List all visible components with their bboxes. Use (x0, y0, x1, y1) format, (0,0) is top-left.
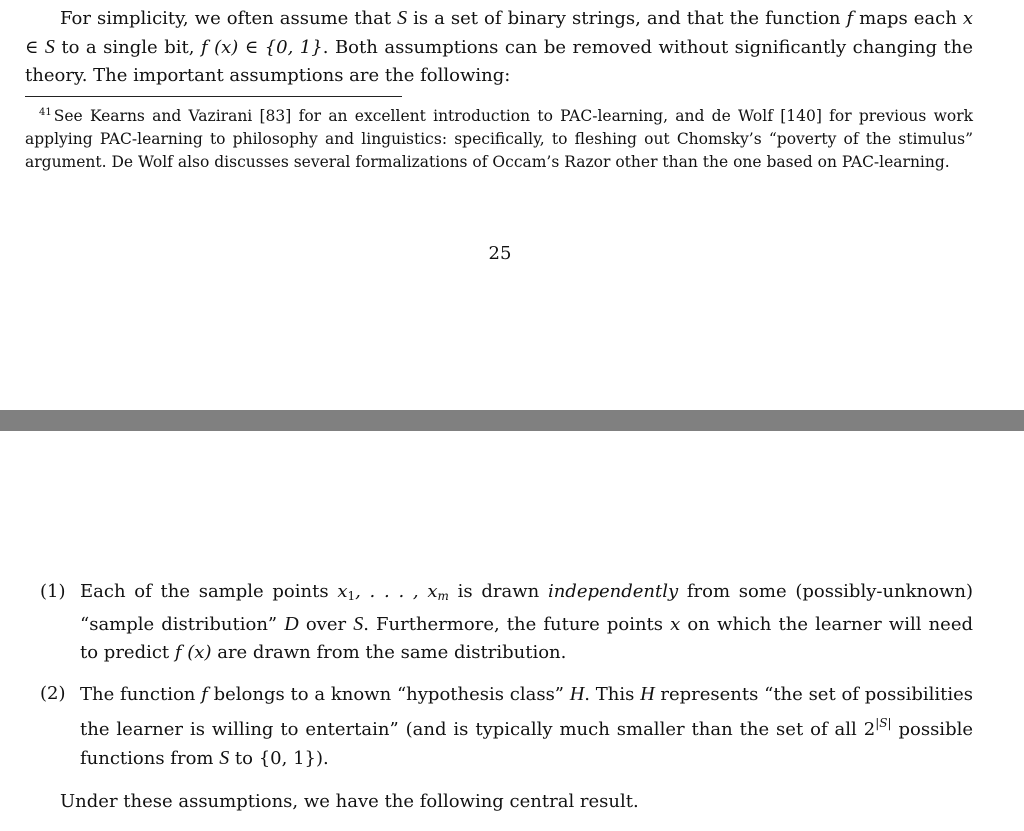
text-run: maps each (853, 8, 963, 29)
math-symbol: S (353, 613, 364, 635)
list-item-number: (2) (40, 683, 66, 704)
math-symbol: x (337, 581, 348, 602)
math-subscript: 1 (347, 589, 356, 603)
list-item (40, 578, 973, 667)
text-run: belongs to a known “hypothesis class” (207, 684, 570, 705)
text-run: to {0, 1}). (229, 748, 329, 769)
text-run: on which the learner will need to predict (80, 614, 973, 663)
footnote-text: See Kearns and Vazirani [83] for an excellent introduction to PAC-learning, and de Wolf [140] for previous work applying PAC-learning to philosophy and linguistics: specifically, to fleshing out Chomsky’s “poverty of the stimulus” argument. De Wolf also discusses several formalizations of Occam’s Razor other than the one based on PAC-learning. (25, 107, 973, 171)
math-symbol: f (201, 684, 208, 705)
page-number: 25 (488, 243, 512, 264)
math-symbol: D (284, 613, 299, 635)
text-run: The function (80, 684, 202, 705)
page-bottom (0, 431, 1024, 831)
text-run: are drawn from the same distribution. (211, 642, 567, 663)
math-symbol: f (846, 8, 854, 29)
list-item-body (80, 680, 973, 773)
footnote (25, 101, 973, 174)
text-run: represents “the set of possibilities the learner is willing to entertain” (and is typically much smaller than the set of all 2 (80, 684, 974, 740)
text-run: over (298, 614, 354, 635)
math-symbol: H (569, 683, 585, 705)
text-run: For simplicity, we often assume that (60, 8, 398, 29)
page-top (0, 0, 1024, 410)
footnote-mark: 41 (39, 107, 52, 118)
text-run: to a single bit, (54, 37, 201, 58)
text-run: is a set of binary strings, and that the function (407, 8, 847, 29)
footnote-rule (25, 96, 402, 97)
math-subscript: m (437, 589, 449, 603)
math-symbol: x ∈ (25, 8, 973, 58)
page-divider (0, 410, 1024, 431)
math-superscript: |S| (875, 716, 892, 730)
text-run: . This (584, 684, 641, 705)
body-paragraph (25, 4, 973, 90)
math-symbol: S (397, 7, 408, 29)
text-run: . Furthermore, the future points (363, 614, 671, 635)
math-expression: f (x) ∈ {0, 1} (200, 37, 323, 58)
math-symbol: H (640, 683, 655, 705)
text-run: is drawn (448, 581, 548, 602)
closing-sentence: Under these assumptions, we have the following central result. (60, 791, 639, 812)
math-symbol: x (670, 614, 681, 635)
text-run: Each of the sample points (80, 581, 338, 602)
text-run: . Both assumptions can be removed without significantly changing the theory. The important assumptions are the following: (25, 37, 974, 86)
text-run: possible functions from (80, 719, 973, 769)
list-item-body (80, 578, 973, 667)
emphasis: independently (547, 581, 679, 602)
math-symbol: S (219, 747, 230, 769)
math-expression: f (x) (174, 642, 212, 663)
math-symbol: , . . . , x (355, 581, 438, 602)
math-symbol: S (44, 36, 55, 58)
list-item-number: (1) (40, 581, 66, 602)
list-item (40, 680, 973, 773)
text-run: from some (possibly-unknown) “sample distribution” (80, 581, 974, 635)
